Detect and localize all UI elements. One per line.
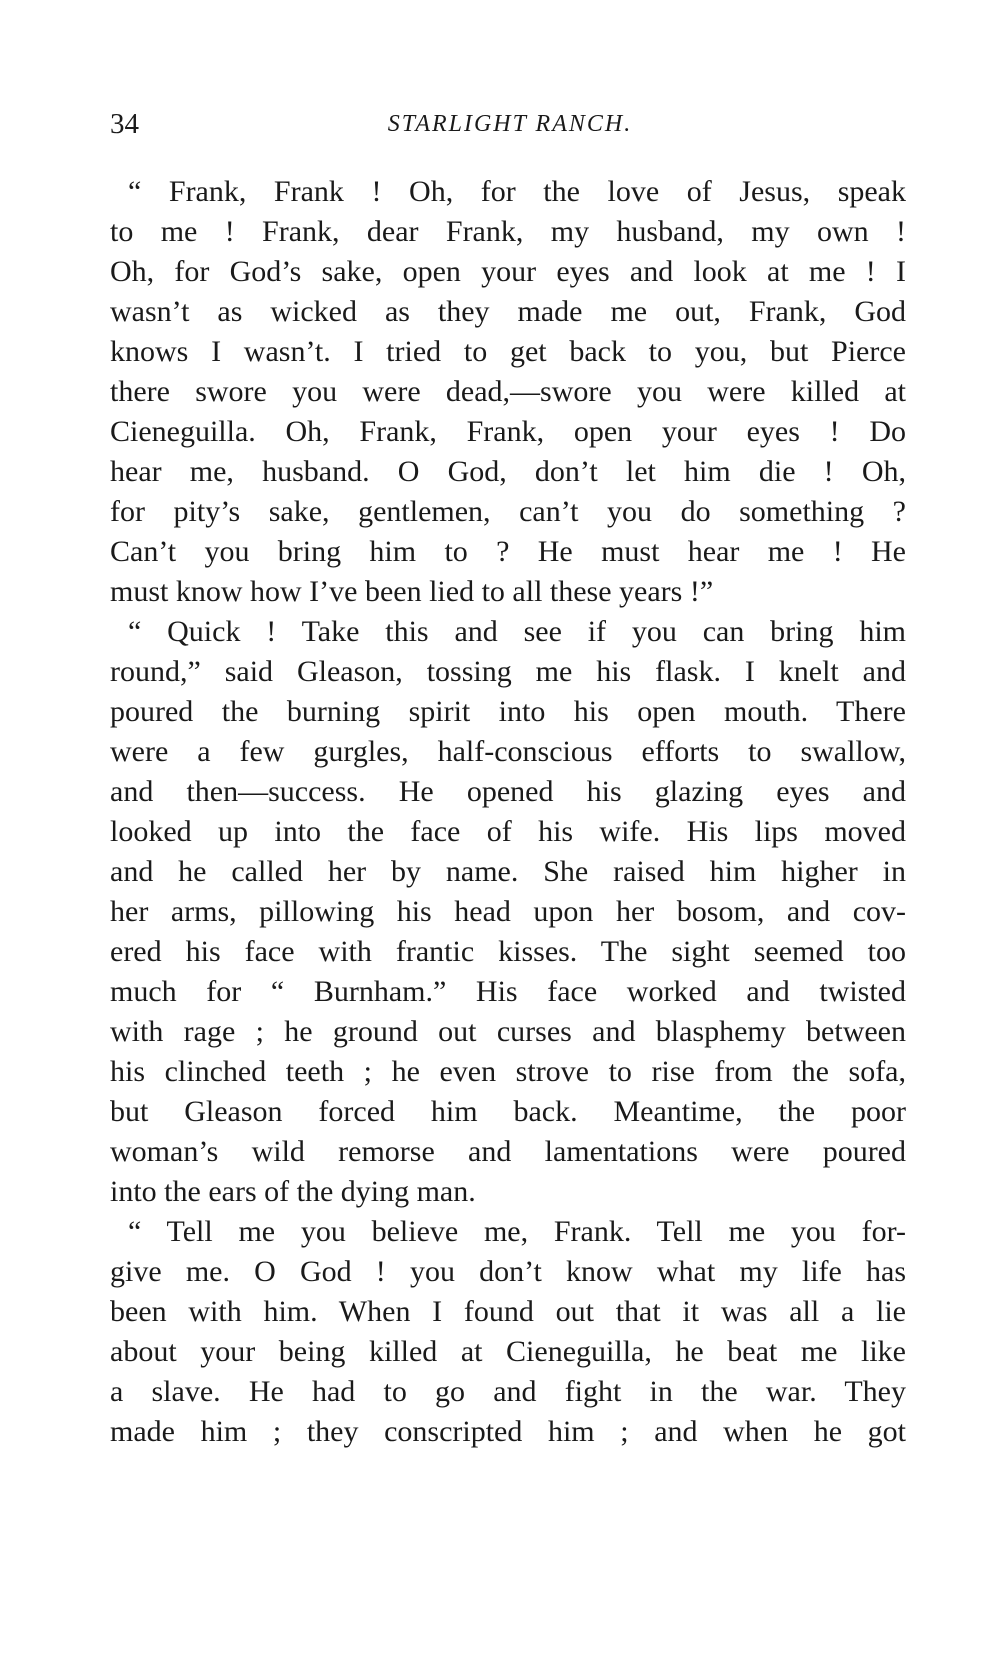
text-line: ered his face with frantic kisses. The sight seemed too [110,935,906,968]
text-line: must know how I’ve been lied to all these years !” [110,575,714,608]
text-line: hear me, husband. O God, don’t let him die ! Oh, [110,455,906,488]
text-line: made him ; they conscripted him ; and when he got [110,1415,906,1448]
text-line: Cieneguilla. Oh, Frank, Frank, open your eyes ! Do [110,415,906,448]
text-line: “ Tell me you believe me, Frank. Tell me you for- [128,1215,906,1248]
text-line: wasn’t as wicked as they made me out, Frank, God [110,295,906,328]
text-line: “ Quick ! Take this and see if you can bring him [128,615,906,648]
paragraph [110,172,906,612]
paragraph [110,1212,906,1452]
text-line: a slave. He had to go and fight in the war. They [110,1375,906,1408]
text-line: her arms, pillowing his head upon her bosom, and cov- [110,895,906,928]
text-line: there swore you were dead,—swore you were killed at [110,375,906,408]
running-head [110,104,910,144]
text-line: to me ! Frank, dear Frank, my husband, my own ! [110,215,906,248]
text-line: were a few gurgles, half-conscious efforts to swallow, [110,735,906,768]
text-line: for pity’s sake, gentlemen, can’t you do something ? [110,495,906,528]
text-line: looked up into the face of his wife. His lips moved [110,815,906,848]
text-line: Oh, for God’s sake, open your eyes and look at me ! I [110,255,906,288]
text-line: woman’s wild remorse and lamentations were poured [110,1135,906,1168]
text-line: been with him. When I found out that it was all a lie [110,1295,906,1328]
text-line: “ Frank, Frank ! Oh, for the love of Jesus, speak [128,175,906,208]
text-line: about your being killed at Cieneguilla, he beat me like [110,1335,906,1368]
paragraph [110,612,906,1212]
text-line: much for “ Burnham.” His face worked and twisted [110,975,906,1008]
text-line: knows I wasn’t. I tried to get back to you, but Pierce [110,335,906,368]
text-line: and then—success. He opened his glazing eyes and [110,775,906,808]
text-line: round,” said Gleason, tossing me his flask. I knelt and [110,655,906,688]
body-text [110,172,906,1452]
page-number: 34 [110,108,139,140]
text-line: with rage ; he ground out curses and blasphemy between [110,1015,906,1048]
text-line: Can’t you bring him to ? He must hear me ! He [110,535,906,568]
text-line: his clinched teeth ; he even strove to rise from the sofa, [110,1055,906,1088]
text-line: into the ears of the dying man. [110,1175,476,1208]
text-line: give me. O God ! you don’t know what my life has [110,1255,906,1288]
text-line: poured the burning spirit into his open mouth. There [110,695,906,728]
text-line: and he called her by name. She raised him higher in [110,855,906,888]
running-title: STARLIGHT RANCH. [387,111,633,137]
text-line: but Gleason forced him back. Meantime, the poor [110,1095,906,1128]
